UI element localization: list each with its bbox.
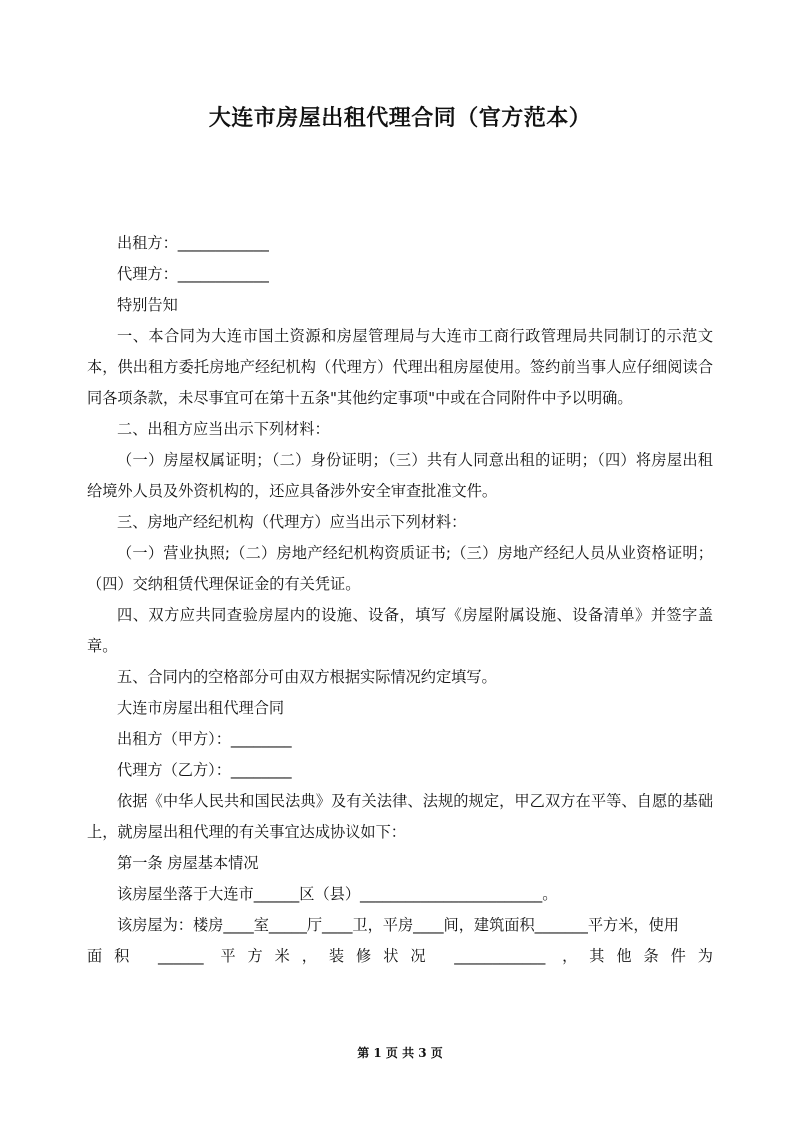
document-title: 大连市房屋出租代理合同（官方范本） — [208, 106, 592, 131]
notice-item-2: 二、出租方应当出示下列材料： — [117, 420, 330, 438]
document-body — [87, 228, 713, 972]
notice-item-3: 三、房地产经纪机构（代理方）应当出示下列材料： — [117, 513, 467, 531]
lessor-materials: （一）房屋权属证明；（二）身份证明；（三）共有人同意出租的证明；（四）将房屋出租给境外人员及外资机构的，还应具备涉外安全审查批准文件。 — [87, 451, 713, 500]
party-a-line: 出租方（甲方）：________ — [117, 730, 292, 748]
agent-line: 代理方：____________ — [117, 265, 269, 283]
party-b-line: 代理方（乙方）：________ — [117, 761, 292, 779]
article-1-heading: 第一条 房屋基本情况 — [117, 854, 259, 872]
property-area-line: 面积 ______ 平方米，装修状况 ____________ ，其他条件为 — [87, 947, 713, 965]
page-number-footer: 第 1 页 共 3 页 — [357, 1046, 443, 1060]
notice-item-1: 一、本合同为大连市国土资源和房屋管理局与大连市工商行政管理局共同制订的示范文本，供出租方委托房地产经纪机构（代理方）代理出租房屋使用。签约前当事人应仔细阅读合同各项条款，未尽事宜可在第十五条"其他约定事项"中或在合同附件中予以明确。 — [87, 327, 713, 407]
special-notice-heading: 特别告知 — [117, 296, 178, 314]
contract-subtitle: 大连市房屋出租代理合同 — [117, 699, 285, 717]
lessor-line: 出租方：____________ — [117, 234, 269, 252]
notice-item-4: 四、双方应共同查验房屋内的设施、设备，填写《房屋附属设施、设备清单》并签字盖章。 — [87, 606, 713, 655]
contract-preamble: 依据《中华人民共和国民法典》及有关法律、法规的规定，甲乙双方在平等、自愿的基础上，就房屋出租代理的有关事宜达成协议如下： — [87, 792, 713, 841]
property-layout-line: 该房屋为：楼房____室_____厅____卫，平房____间，建筑面积_______平方米，使用 — [117, 916, 679, 934]
property-location-line: 该房屋坐落于大连市______区（县）________________________。 — [117, 885, 558, 903]
notice-item-5: 五、合同内的空格部分可由双方根据实际情况约定填写。 — [117, 668, 497, 686]
agent-materials: （一）营业执照;（二）房地产经纪机构资质证书;（三）房地产经纪人员从业资格证明；（四）交纳租赁代理保证金的有关凭证。 — [87, 544, 713, 593]
